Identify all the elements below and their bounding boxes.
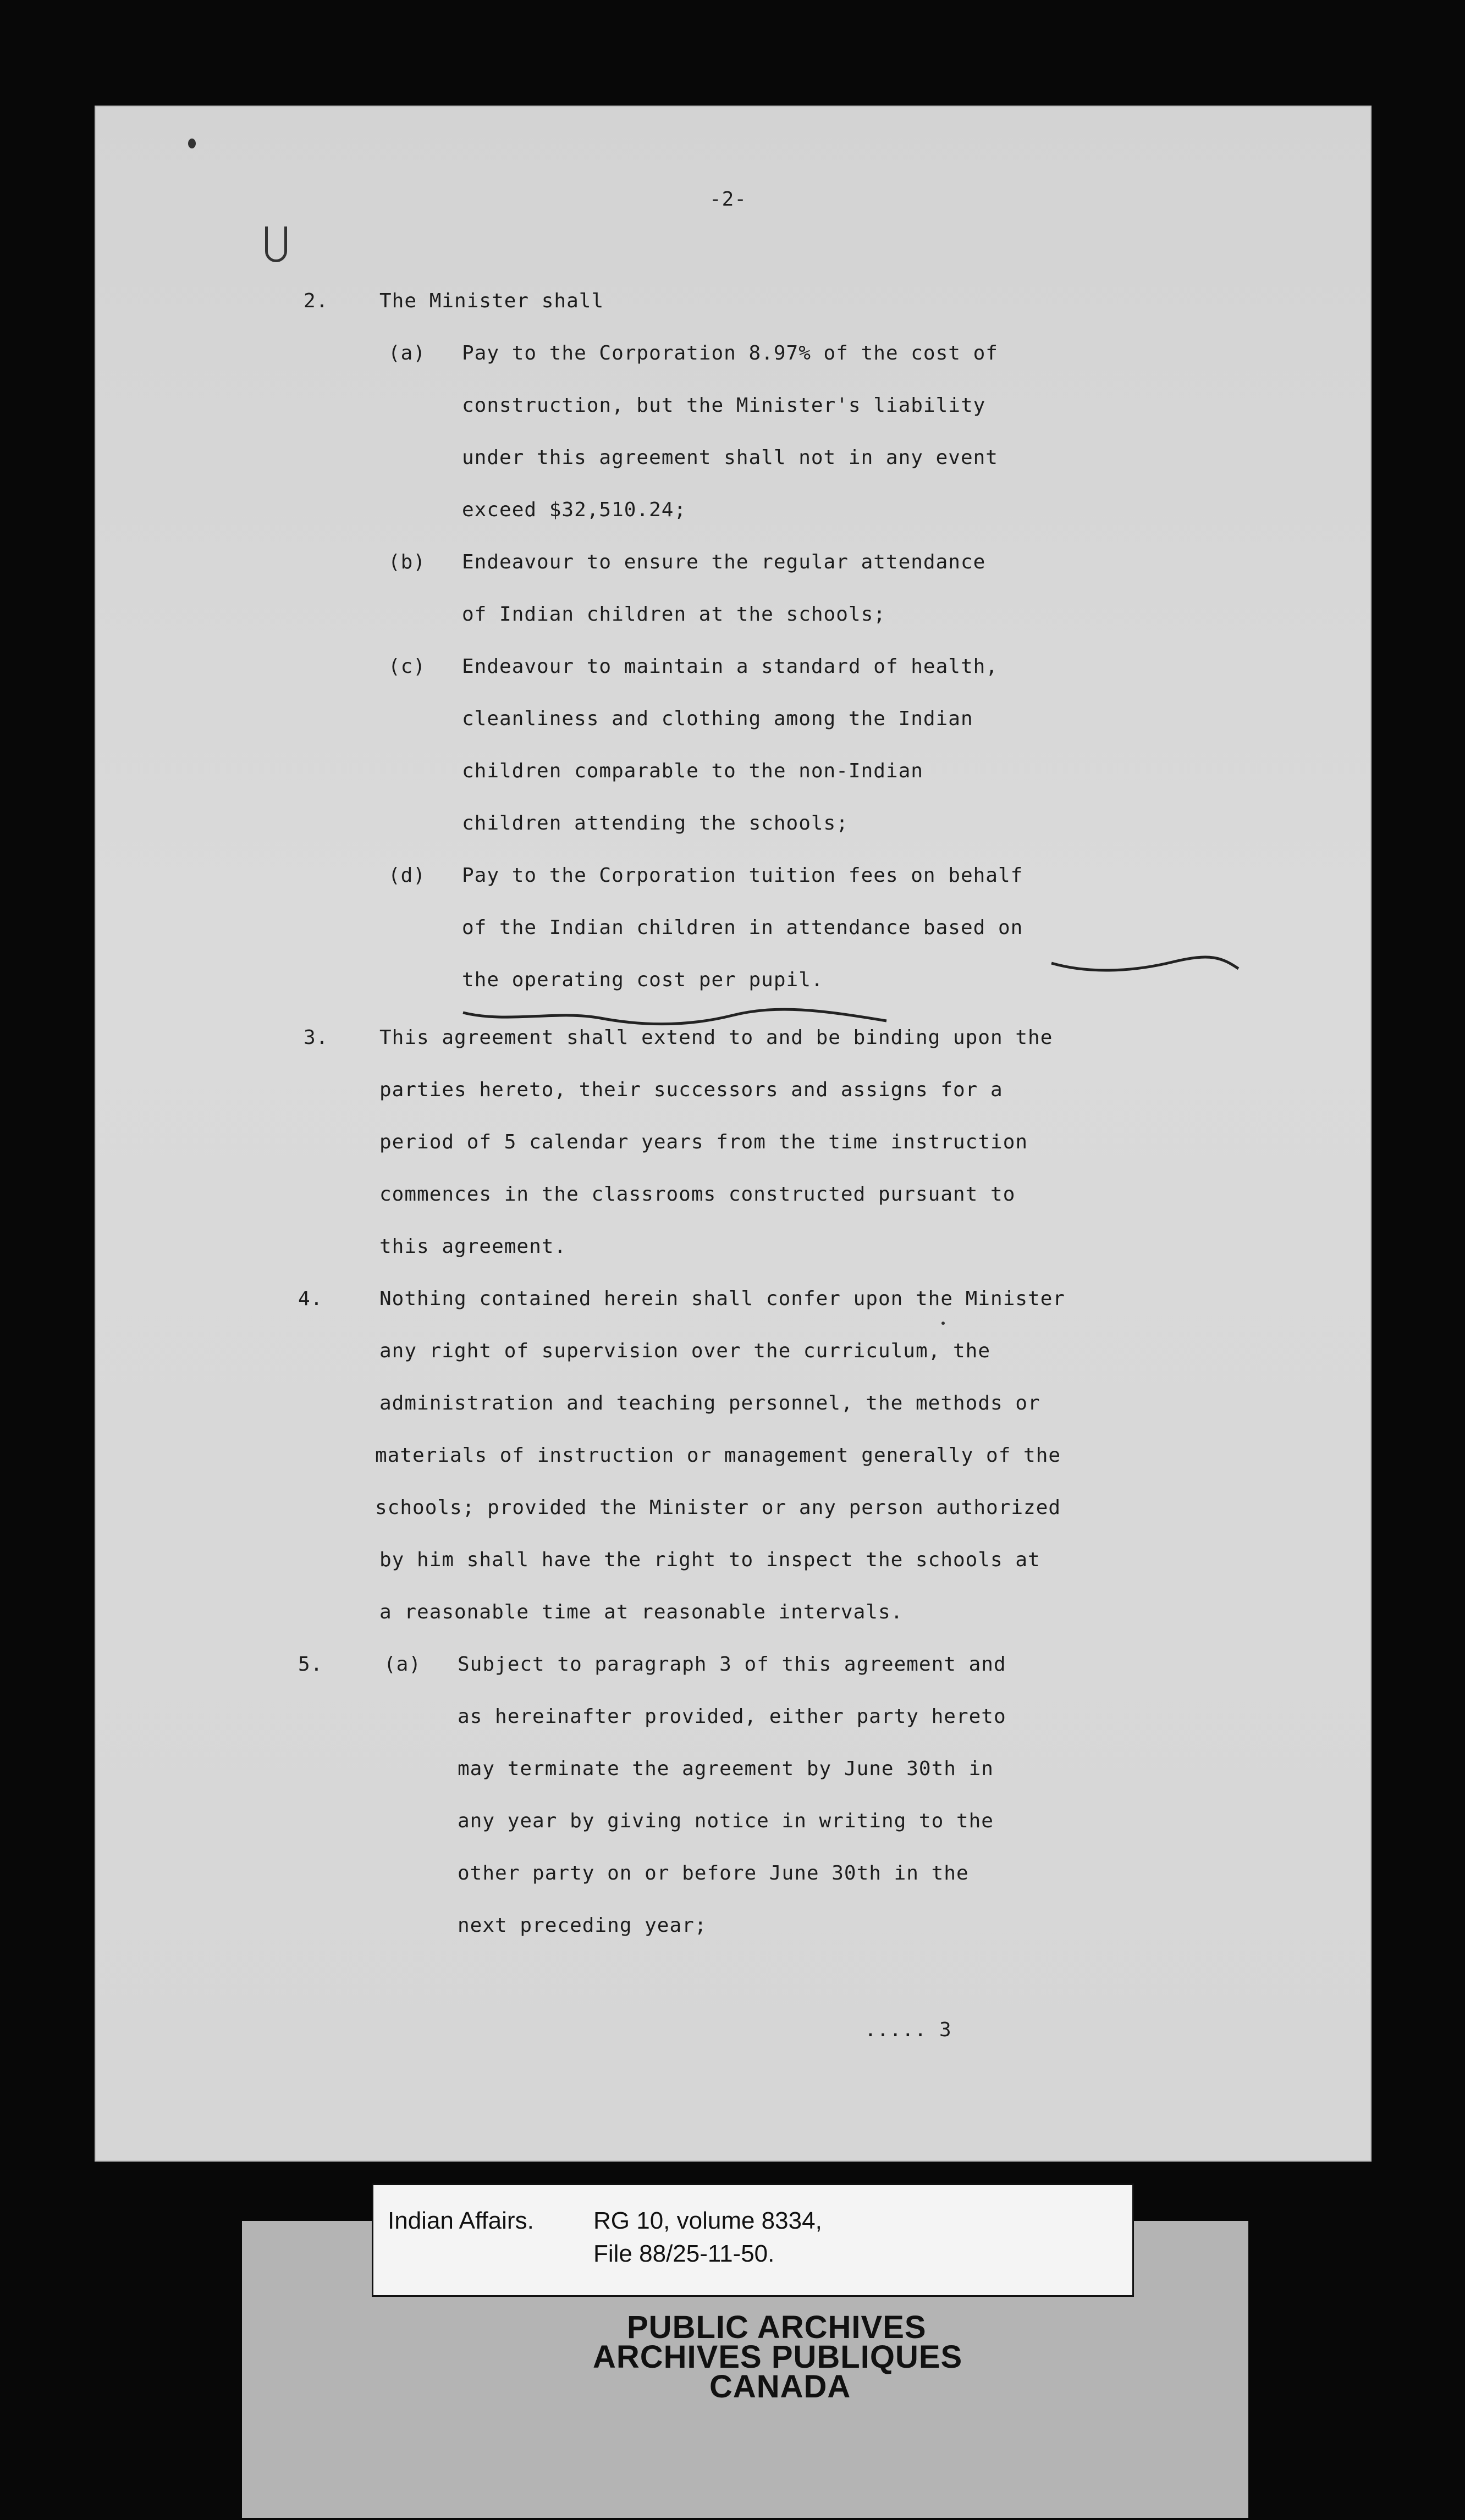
- clause-text-line: of Indian children at the schools;: [462, 603, 886, 626]
- clause-text-line: any year by giving notice in writing to the: [458, 1810, 994, 1832]
- clause-number: 4.: [298, 1287, 323, 1310]
- clause-text-line: children comparable to the non-Indian: [462, 760, 923, 782]
- clause-text-line: Pay to the Corporation 8.97% of the cost of: [462, 342, 998, 364]
- clause-text-line: under this agreement shall not in any event: [462, 446, 998, 469]
- archive-stamp-line: ARCHIVES PUBLIQUES: [593, 2339, 963, 2375]
- clause-text-line: construction, but the Minister's liability: [462, 394, 986, 417]
- clause-text-line: Pay to the Corporation tuition fees on behalf: [462, 864, 1023, 887]
- clause-number: 5.: [298, 1653, 323, 1676]
- clause-text-line: may terminate the agreement by June 30th in: [458, 1758, 994, 1780]
- clause-text-line: exceed $32,510.24;: [462, 499, 687, 521]
- clause-text-line: parties hereto, their successors and assigns for a: [379, 1079, 1003, 1101]
- reference-line: File 88/25-11-50.: [593, 2240, 775, 2267]
- sub-clause-label: (d): [388, 864, 426, 887]
- archive-reference-card: [372, 2184, 1134, 2297]
- clause-text-line: other party on or before June 30th in the: [458, 1862, 969, 1885]
- clause-text-line: This agreement shall extend to and be binding upon the: [379, 1026, 1053, 1049]
- clause-text-line: Subject to paragraph 3 of this agreement and: [458, 1653, 1006, 1676]
- clause-text-line: any right of supervision over the curriculum, the: [379, 1340, 991, 1362]
- clause-text-line: period of 5 calendar years from the time instruction: [379, 1131, 1028, 1153]
- clause-number: 2.: [304, 290, 329, 312]
- clause-text-line: children attending the schools;: [462, 812, 849, 835]
- sub-clause-label: (a): [384, 1653, 422, 1676]
- continuation-marker: ..... 3: [864, 2019, 952, 2041]
- clause-text-line: schools; provided the Minister or any person authorized: [375, 1496, 1061, 1519]
- clause-text-line: by him shall have the right to inspect the schools at: [379, 1549, 1040, 1571]
- reference-line: RG 10, volume 8334,: [593, 2207, 822, 2234]
- sub-clause-label: (c): [388, 655, 426, 678]
- clause-text-line: the operating cost per pupil.: [462, 969, 824, 991]
- clause-text-line: of the Indian children in attendance based on: [462, 916, 1023, 939]
- clause-number: 3.: [304, 1026, 329, 1049]
- clause-text-line: next preceding year;: [458, 1914, 707, 1937]
- clause-text-line: The Minister shall: [379, 290, 604, 312]
- paper-mark: [265, 226, 287, 262]
- page-number: -2-: [709, 188, 747, 211]
- clause-text-line: Endeavour to maintain a standard of health,: [462, 655, 998, 678]
- paper-speck: [188, 139, 196, 148]
- clause-text-line: materials of instruction or management generally of the: [375, 1444, 1061, 1467]
- paper-speck: [941, 1322, 945, 1325]
- clause-text-line: a reasonable time at reasonable intervals.: [379, 1601, 904, 1623]
- typed-document-page: [95, 106, 1372, 2162]
- department-label: Indian Affairs.: [388, 2207, 534, 2234]
- clause-text-line: cleanliness and clothing among the Indian: [462, 708, 973, 730]
- sub-clause-label: (a): [388, 342, 426, 364]
- clause-text-line: Nothing contained herein shall confer upon the Minister: [379, 1287, 1066, 1310]
- clause-text-line: commences in the classrooms constructed pursuant to: [379, 1183, 1016, 1206]
- archive-stamp-line: PUBLIC ARCHIVES: [627, 2309, 927, 2345]
- sub-clause-label: (b): [388, 551, 426, 573]
- clause-text-line: this agreement.: [379, 1235, 567, 1258]
- clause-text-line: administration and teaching personnel, the methods or: [379, 1392, 1040, 1414]
- archive-stamp-line: CANADA: [709, 2369, 851, 2405]
- clause-text-line: Endeavour to ensure the regular attendance: [462, 551, 986, 573]
- clause-text-line: as hereinafter provided, either party hereto: [458, 1705, 1006, 1728]
